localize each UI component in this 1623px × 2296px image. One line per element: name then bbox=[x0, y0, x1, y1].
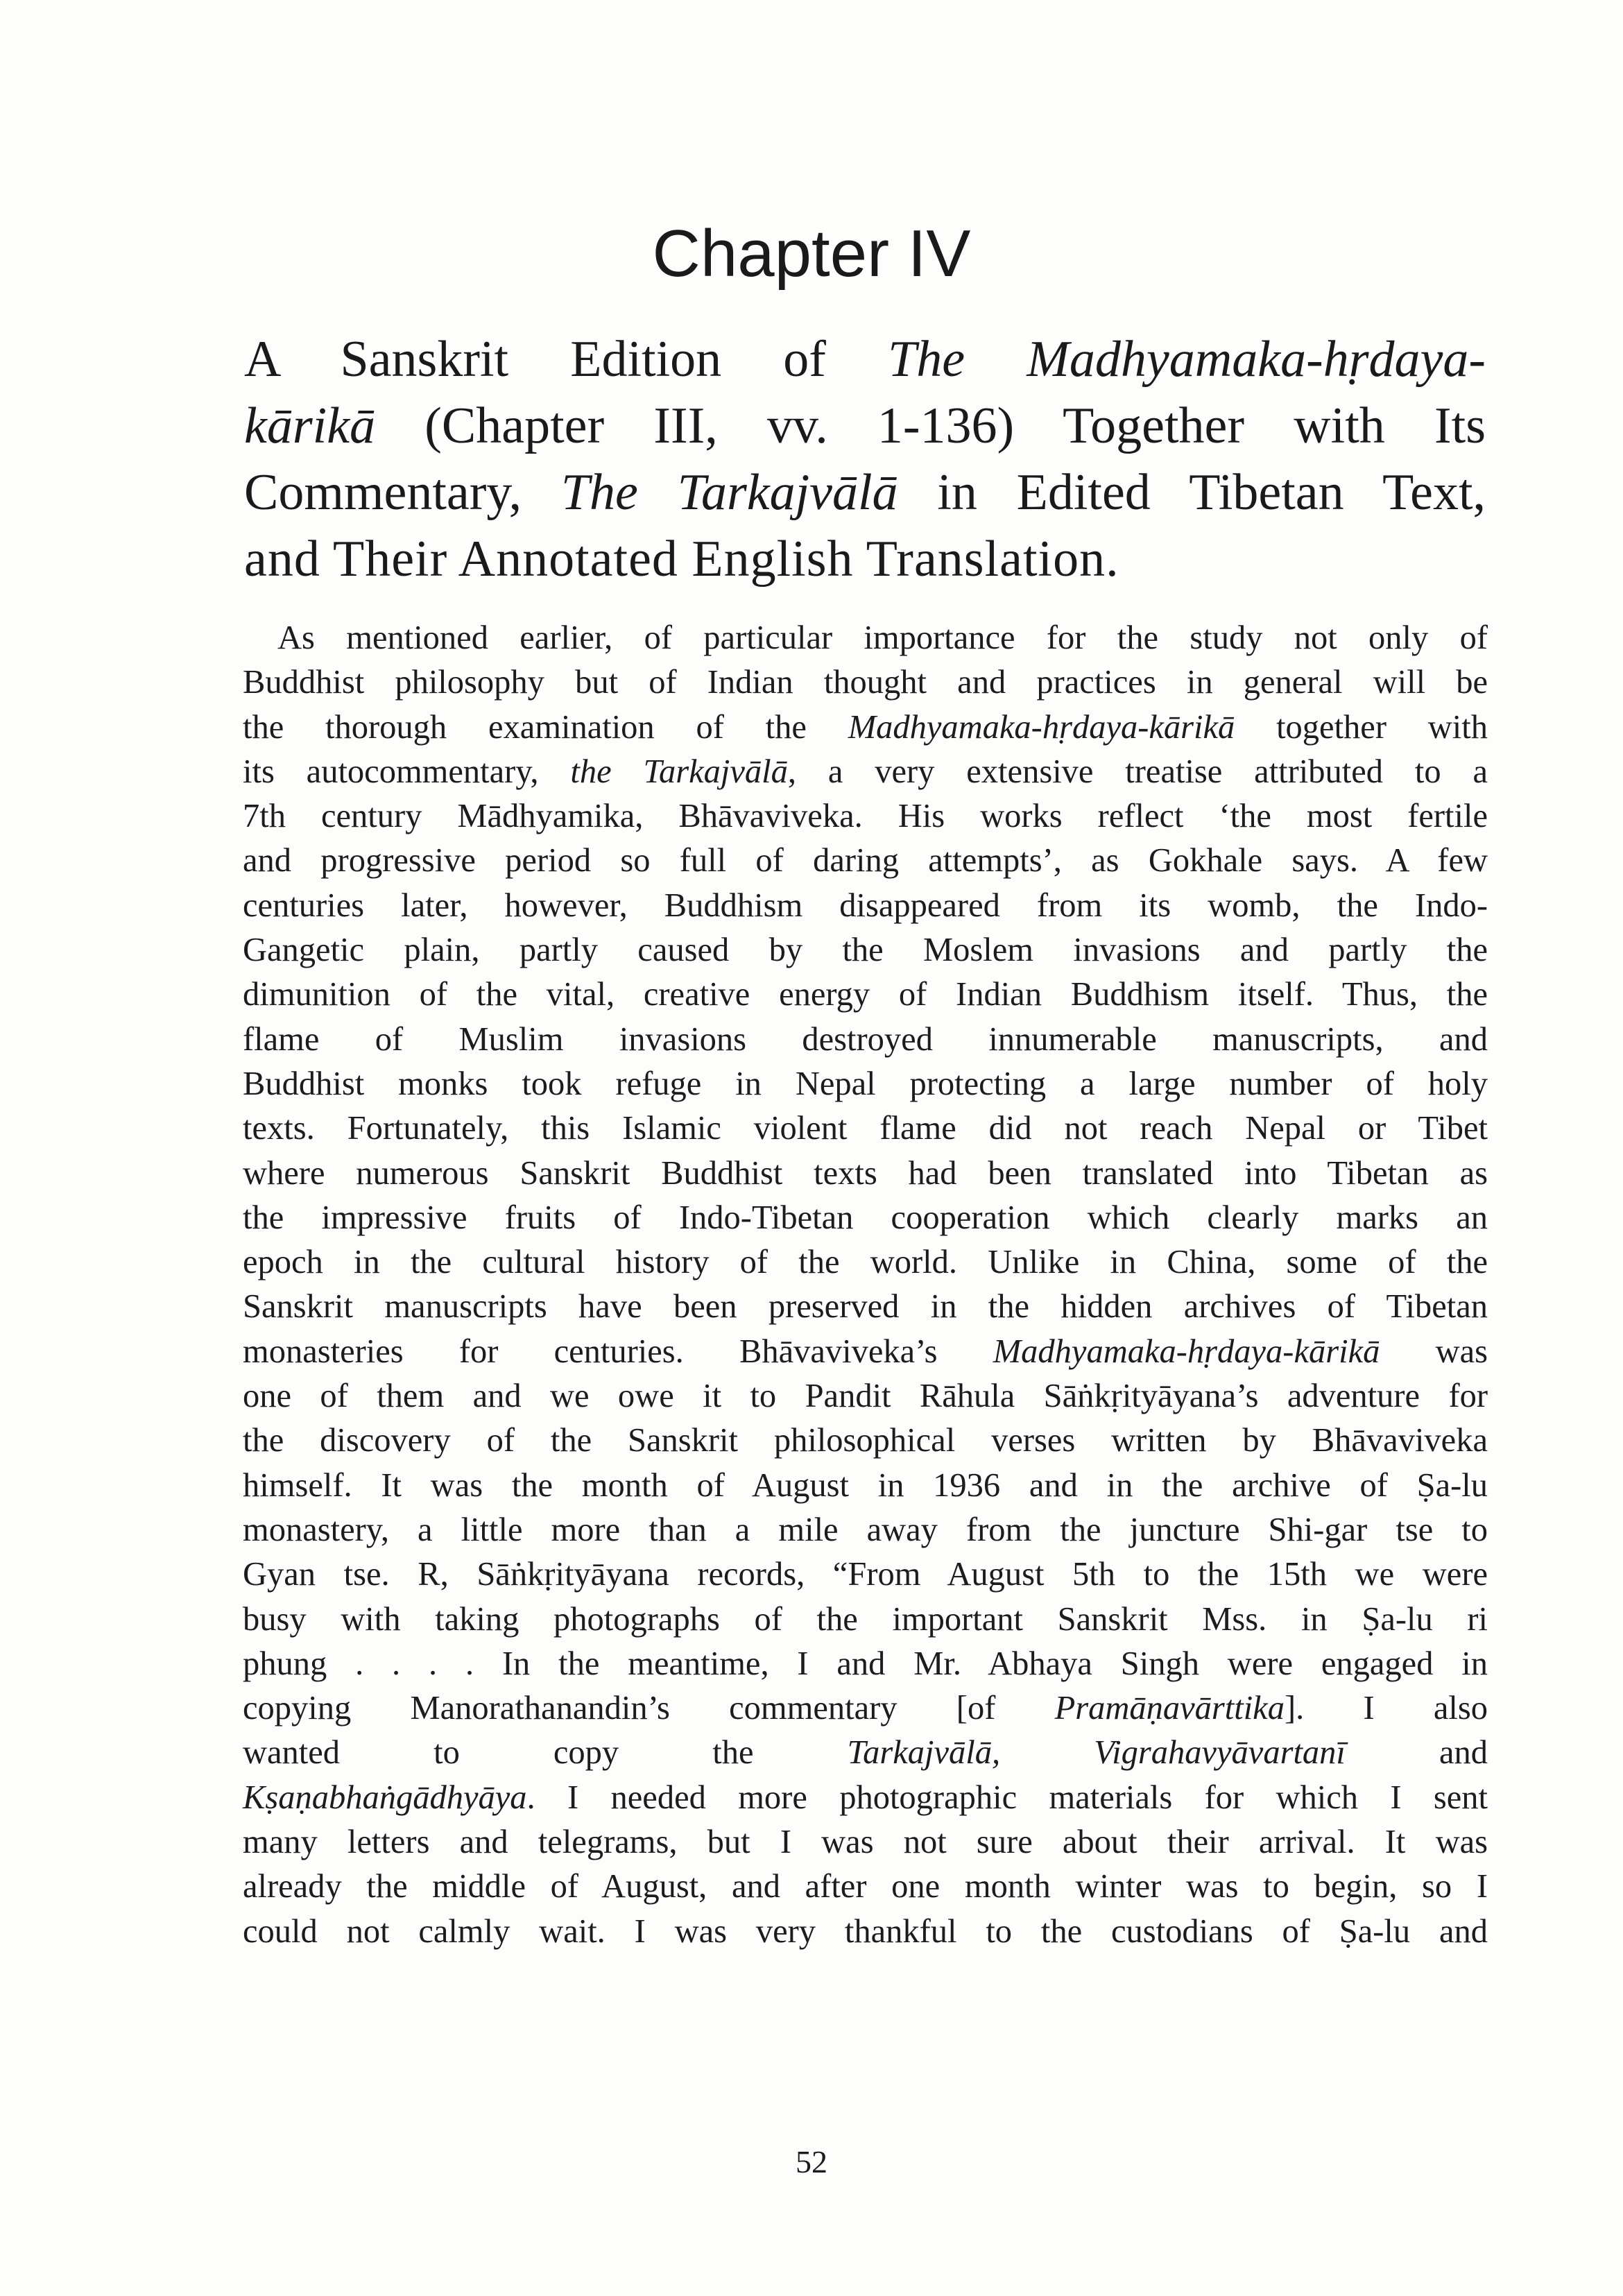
text-line: dimunition of the vital, creative energy of Indian Buddhism itself. Thus, the bbox=[243, 976, 1488, 1013]
text-line: monasteries for centuries. Bhāvaviveka’s Madhyamaka-hṛdaya-kārikā was bbox=[243, 1333, 1488, 1370]
text-line: busy with taking photographs of the important Sanskrit Mss. in Ṣa-lu ri bbox=[243, 1600, 1488, 1638]
text-line: the thorough examination of the Madhyamaka-hṛdaya-kārikā together with bbox=[243, 708, 1488, 746]
subtitle-line: A Sanskrit Edition of The Madhyamaka-hṛdaya- bbox=[244, 331, 1486, 388]
text-line: wanted to copy the Tarkajvālā, Vigrahavyāvartanī and bbox=[243, 1734, 1488, 1772]
text-line: As mentioned earlier, of particular importance for the study not only of bbox=[277, 619, 1488, 656]
text-line: the impressive fruits of Indo-Tibetan cooperation which clearly marks an bbox=[243, 1199, 1488, 1236]
chapter-subtitle bbox=[244, 326, 1486, 592]
subtitle-line: kārikā (Chapter III, vv. 1-136) Together with Its bbox=[244, 397, 1486, 454]
text-line: many letters and telegrams, but I was not sure about their arrival. It was bbox=[243, 1824, 1488, 1861]
page-number: 52 bbox=[796, 2144, 827, 2179]
text-line: 7th century Mādhyamika, Bhāvaviveka. His works reflect ‘the most fertile bbox=[243, 798, 1488, 835]
text-line: the discovery of the Sanskrit philosophical verses written by Bhāvaviveka bbox=[243, 1422, 1488, 1459]
text-line: texts. Fortunately, this Islamic violent flame did not reach Nepal or Tibet bbox=[243, 1110, 1488, 1147]
text-line: Kṣaṇabhaṅgādhyāya. I needed more photographic materials for which I sent bbox=[243, 1779, 1488, 1816]
text-line: flame of Muslim invasions destroyed innumerable manuscripts, and bbox=[243, 1020, 1488, 1058]
text-line: monastery, a little more than a mile away from the juncture Shi-gar tse to bbox=[243, 1511, 1488, 1548]
text-line: epoch in the cultural history of the world. Unlike in China, some of the bbox=[243, 1244, 1488, 1281]
subtitle-line: and Their Annotated English Translation. bbox=[244, 531, 1119, 588]
text-line: already the middle of August, and after one month winter was to begin, so I bbox=[243, 1868, 1488, 1905]
text-line: Gangetic plain, partly caused by the Moslem invasions and partly the bbox=[243, 932, 1488, 969]
text-line: could not calmly wait. I was very thankful to the custodians of Ṣa-lu and bbox=[243, 1912, 1488, 1950]
text-line: phung . . . . In the meantime, I and Mr. Abhaya Singh were engaged in bbox=[243, 1645, 1488, 1682]
text-line: Gyan tse. R, Sāṅkṛityāyana records, “From August 5th to the 15th we were bbox=[243, 1556, 1488, 1593]
text-line: one of them and we owe it to Pandit Rāhula Sāṅkṛityāyana’s adventure for bbox=[243, 1378, 1488, 1415]
body-paragraph bbox=[243, 616, 1488, 1954]
text-line: copying Manorathanandin’s commentary [of Pramāṇavārttika]. I also bbox=[243, 1690, 1488, 1727]
text-line: Buddhist philosophy but of Indian thought and practices in general will be bbox=[243, 664, 1488, 701]
text-line: himself. It was the month of August in 1936 and in the archive of Ṣa-lu bbox=[243, 1466, 1488, 1504]
text-line: Buddhist monks took refuge in Nepal protecting a large number of holy bbox=[243, 1065, 1488, 1102]
text-line: its autocommentary, the Tarkajvālā, a very extensive treatise attributed to a bbox=[243, 753, 1488, 790]
text-line: centuries later, however, Buddhism disappeared from its womb, the Indo- bbox=[243, 886, 1488, 924]
chapter-title: Chapter IV bbox=[652, 216, 971, 291]
text-line: and progressive period so full of daring attempts’, as Gokhale says. A few bbox=[243, 842, 1488, 880]
subtitle-line: Commentary, The Tarkajvālā in Edited Tibetan Text, bbox=[244, 464, 1486, 521]
text-line: where numerous Sanskrit Buddhist texts had been translated into Tibetan as bbox=[243, 1154, 1488, 1192]
text-line: Sanskrit manuscripts have been preserved in the hidden archives of Tibetan bbox=[243, 1288, 1488, 1326]
